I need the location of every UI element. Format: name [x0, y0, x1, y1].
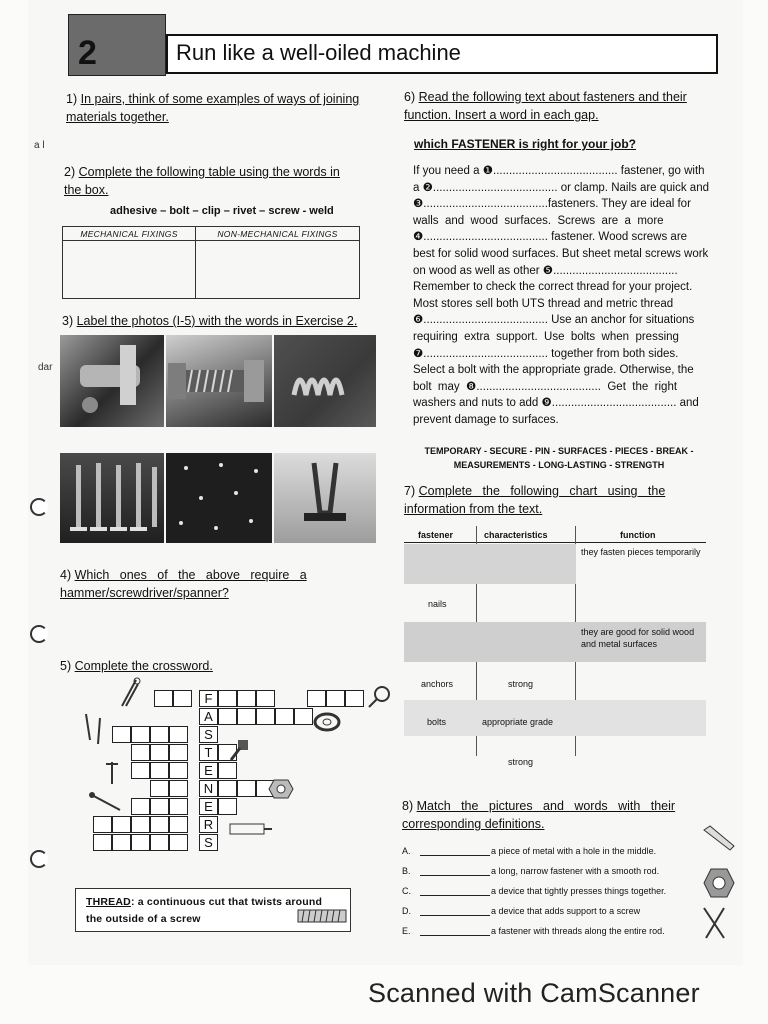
- crossword-cell[interactable]: [237, 780, 256, 797]
- word-box: adhesive – bolt – clip – rivet – screw - weld: [110, 205, 334, 217]
- exercise-1-line1: In pairs, think of some examples of ways of joining: [80, 92, 360, 106]
- screws-illustration: [60, 453, 164, 543]
- definition-text: a fastener with threads along the entire rod.: [491, 926, 665, 936]
- exercise-8-line1: Match the pictures and words with their: [416, 799, 676, 813]
- exercise-7: [404, 482, 708, 518]
- crossword-cell[interactable]: [131, 726, 150, 743]
- crossword-cell[interactable]: [307, 690, 326, 707]
- crossword-cell[interactable]: [218, 762, 237, 779]
- crossword-key-cell[interactable]: F: [199, 690, 218, 707]
- nails-icon: [80, 710, 112, 746]
- answer-line[interactable]: [420, 935, 490, 936]
- crossword-cell[interactable]: [93, 816, 112, 833]
- exercise-number: 1): [66, 92, 78, 106]
- exercise-1: [66, 90, 359, 126]
- photo-screws: [60, 453, 164, 543]
- crossword-cell[interactable]: [150, 834, 169, 851]
- crossword-cell[interactable]: [131, 798, 150, 815]
- text-line: on wood as well as other ❺.......................................: [413, 264, 678, 277]
- thread-term: THREAD: [86, 896, 131, 908]
- exercise-2-line1: Complete the following table using the words in: [78, 165, 340, 179]
- bolt-illustration: [166, 335, 272, 427]
- text-line: best for solid wood surfaces. But sheet metal screws work: [413, 247, 709, 260]
- thread-line1: : a continuous cut that twists around: [130, 896, 323, 908]
- crossword-key-cell[interactable]: E: [199, 798, 218, 815]
- exercise-number: 4): [60, 568, 72, 582]
- word-bank-line1: TEMPORARY - SECURE - PIN - SURFACES - PIECES - BREAK -: [424, 446, 694, 456]
- crossword-cell[interactable]: [173, 690, 192, 707]
- photo-weld: [274, 335, 376, 427]
- exercise-4: [60, 566, 360, 602]
- exercise-3: [62, 312, 357, 330]
- crossword-cell[interactable]: [169, 744, 188, 761]
- table-header-non-mechanical: NON-MECHANICAL FIXINGS: [196, 227, 360, 241]
- crossed-screws-icon: [700, 904, 730, 940]
- crossword-cell[interactable]: [93, 834, 112, 851]
- exercise-number: 5): [60, 659, 72, 673]
- chart-rule: [404, 542, 706, 543]
- crossword-key-cell[interactable]: R: [199, 816, 218, 833]
- threaded-rod-icon: [296, 906, 348, 926]
- crossword-cell[interactable]: [169, 726, 188, 743]
- page-title: Run like a well-oiled machine: [176, 40, 461, 65]
- long-nail-icon: [88, 790, 124, 814]
- crossword-key-cell[interactable]: T: [199, 744, 218, 761]
- crossword-cell[interactable]: [169, 798, 188, 815]
- exercise-4-line2: hammer/screwdriver/spanner?: [60, 586, 229, 600]
- exercise-8: [402, 797, 706, 833]
- exercise-number: 6): [404, 90, 416, 104]
- chart-header-characteristics: characteristics: [484, 530, 548, 540]
- washer-icon: [312, 710, 342, 734]
- chart-cell-characteristics: appropriate grade: [482, 717, 554, 727]
- fastener-text: [413, 163, 719, 429]
- text-line: washers and nuts to add ❾....................................... and: [413, 397, 699, 410]
- exercise-number: 2): [64, 165, 76, 179]
- crossword-key-cell[interactable]: N: [199, 780, 218, 797]
- text-heading: which FASTENER is right for your job?: [414, 137, 637, 151]
- exercise-number: 3): [62, 314, 74, 328]
- exercise-7-line1: Complete the following chart using the: [418, 484, 666, 498]
- crossword-cell[interactable]: [169, 816, 188, 833]
- chart-cell-characteristics: strong: [508, 757, 534, 767]
- crossword-cell[interactable]: [112, 816, 131, 833]
- bolt-icon: [228, 738, 250, 762]
- chart-cell-function: they are good for solid wood and metal surfaces: [581, 627, 695, 649]
- clip-illustration: [274, 453, 376, 543]
- item-letter: E.: [402, 926, 411, 936]
- chart-cell-fastener: nails: [428, 599, 447, 609]
- definition-text: a device that adds support to a screw: [491, 906, 641, 916]
- fixings-table: [62, 226, 360, 299]
- weld-bead-illustration: [274, 335, 376, 427]
- exercise-5: [60, 657, 213, 675]
- definition-text: a long, narrow fastener with a smooth rod.: [491, 866, 660, 876]
- crossword-cell[interactable]: [150, 798, 169, 815]
- crossword-cell[interactable]: [218, 690, 237, 707]
- text-line: prevent damage to surfaces.: [413, 413, 559, 426]
- crossword-cell[interactable]: [112, 834, 131, 851]
- exercise-7-line2: information from the text.: [404, 502, 543, 516]
- text-line: ❸.......................................fasteners. They are ideal for: [413, 198, 691, 211]
- chart-shade: [404, 544, 576, 584]
- crossword-cell[interactable]: [218, 798, 237, 815]
- item-letter: A.: [402, 846, 411, 856]
- thread-definition: [86, 894, 322, 928]
- chart-header-fastener: fastener: [418, 530, 454, 540]
- crossword-cell[interactable]: [237, 690, 256, 707]
- crossword-cell[interactable]: [345, 690, 364, 707]
- crossword-key-cell[interactable]: S: [199, 834, 218, 851]
- text-line: ❻....................................... Use an anchor for situations: [413, 314, 695, 327]
- crossword-cell[interactable]: [294, 708, 313, 725]
- thread-line2: the outside of a screw: [86, 913, 201, 925]
- crossword-cell[interactable]: [131, 816, 150, 833]
- crossword-cell[interactable]: [150, 780, 169, 797]
- unit-number: 2: [78, 34, 97, 72]
- word-bank: [404, 444, 714, 472]
- crossword-cell[interactable]: [150, 816, 169, 833]
- chart-cell-function: they fasten pieces temporarily: [581, 547, 701, 557]
- crossword-cell[interactable]: [326, 690, 345, 707]
- crossword-cell[interactable]: [256, 690, 275, 707]
- text-line: requiring extra support. Use bolts when pressing: [413, 330, 679, 343]
- screw-small-icon: [102, 760, 122, 786]
- definition-text: a piece of metal with a hole in the middle.: [491, 846, 657, 856]
- exercise-6-line1: Read the following text about fasteners and their: [418, 90, 687, 104]
- exercise-1-line2: materials together.: [66, 110, 169, 124]
- table-cell-non-mechanical[interactable]: [196, 241, 360, 299]
- wall-anchor-icon: [228, 820, 274, 838]
- exercise-8-line2: corresponding definitions.: [402, 817, 545, 831]
- crossword-cell[interactable]: [112, 726, 131, 743]
- crossword-key-cell[interactable]: A: [199, 708, 218, 725]
- text-line: ❼....................................... together from both sides.: [413, 347, 679, 360]
- crossword-cell[interactable]: [131, 834, 150, 851]
- rivet-dots-illustration: [166, 453, 272, 543]
- chart-cell-characteristics: strong: [508, 679, 534, 689]
- answer-line[interactable]: [420, 875, 490, 876]
- answer-line[interactable]: [420, 915, 490, 916]
- exercise-6-line2: function. Insert a word in each gap.: [404, 108, 599, 122]
- word-bank-line2: MEASUREMENTS - LONG-LASTING - STRENGTH: [453, 460, 665, 470]
- crossword-key-cell[interactable]: S: [199, 726, 218, 743]
- exercise-6: [404, 88, 687, 124]
- crossword-cell[interactable]: [131, 744, 150, 761]
- crossword-cell[interactable]: [237, 708, 256, 725]
- definition-text: a device that tightly presses things together.: [491, 886, 667, 896]
- exercise-number: 8): [402, 799, 414, 813]
- crossword-cell[interactable]: [169, 834, 188, 851]
- text-line: ❹....................................... fastener. Wood screws are: [413, 231, 688, 244]
- rivet-tool-illustration: [60, 335, 164, 427]
- table-header-mechanical: MECHANICAL FIXINGS: [63, 227, 196, 241]
- exercise-number: 7): [404, 484, 416, 498]
- exercise-4-line1: Which ones of the above require a: [74, 568, 307, 582]
- photo-rivet-gun: [60, 335, 164, 427]
- chart-cell-fastener: bolts: [427, 717, 447, 727]
- punch-hole-icon: [30, 625, 48, 643]
- answer-line[interactable]: [420, 895, 490, 896]
- exercise-3-text: Label the photos (I-5) with the words in Exercise 2.: [76, 314, 358, 328]
- chart-shade: [404, 700, 706, 736]
- text-line: Most stores sell both UTS thread and metric thread: [413, 297, 674, 310]
- text-line: a ❷....................................... or clamp. Nails are quick and: [413, 181, 709, 194]
- chart-cell-fastener: anchors: [421, 679, 454, 689]
- crossword-cell[interactable]: [150, 744, 169, 761]
- margin-note: a l: [34, 140, 45, 151]
- item-letter: D.: [402, 906, 411, 916]
- safety-pin-icon: [116, 676, 142, 710]
- photo-clip: [274, 453, 376, 543]
- crossword-cell[interactable]: [169, 762, 188, 779]
- text-line: Remember to check the correct thread for your project.: [413, 281, 693, 294]
- table-cell-mechanical[interactable]: [63, 241, 196, 299]
- chart-header-function: function: [620, 530, 656, 540]
- crossword-cell[interactable]: [218, 780, 237, 797]
- crossword-cell[interactable]: [154, 690, 173, 707]
- punch-hole-icon: [30, 498, 48, 516]
- item-letter: C.: [402, 886, 411, 896]
- item-letter: B.: [402, 866, 411, 876]
- crossword-cell[interactable]: [150, 726, 169, 743]
- text-line: walls and wood surfaces. Screws are a more: [413, 214, 664, 227]
- crossword-cell[interactable]: [256, 708, 275, 725]
- photo-rivets: [166, 453, 272, 543]
- crossword-cell[interactable]: [169, 780, 188, 797]
- text-line: bolt may ❽....................................... Get the right: [413, 380, 678, 393]
- exercise-5-text: Complete the crossword.: [74, 659, 213, 673]
- wall-plug-icon: [700, 824, 740, 858]
- photo-bolt: [166, 335, 272, 427]
- push-pin-icon: [366, 684, 392, 710]
- hex-nut-icon: [268, 778, 294, 800]
- crossword-cell[interactable]: [218, 708, 237, 725]
- text-line: Select a bolt with the appropriate grade. Otherwise, the: [413, 364, 694, 377]
- crossword-cell[interactable]: [131, 762, 150, 779]
- exercise-2-line2: the box.: [64, 183, 109, 197]
- crossword-cell[interactable]: [150, 762, 169, 779]
- exercise-2: [64, 163, 340, 199]
- crossword-cell[interactable]: [275, 708, 294, 725]
- crossword-key-cell[interactable]: E: [199, 762, 218, 779]
- nut-icon: [702, 866, 736, 900]
- margin-note: dar: [38, 362, 53, 373]
- answer-line[interactable]: [420, 855, 490, 856]
- scanner-watermark: Scanned with CamScanner: [368, 978, 700, 1008]
- punch-hole-icon: [30, 850, 48, 868]
- text-line: If you need a ❶....................................... fastener, go with: [413, 165, 705, 177]
